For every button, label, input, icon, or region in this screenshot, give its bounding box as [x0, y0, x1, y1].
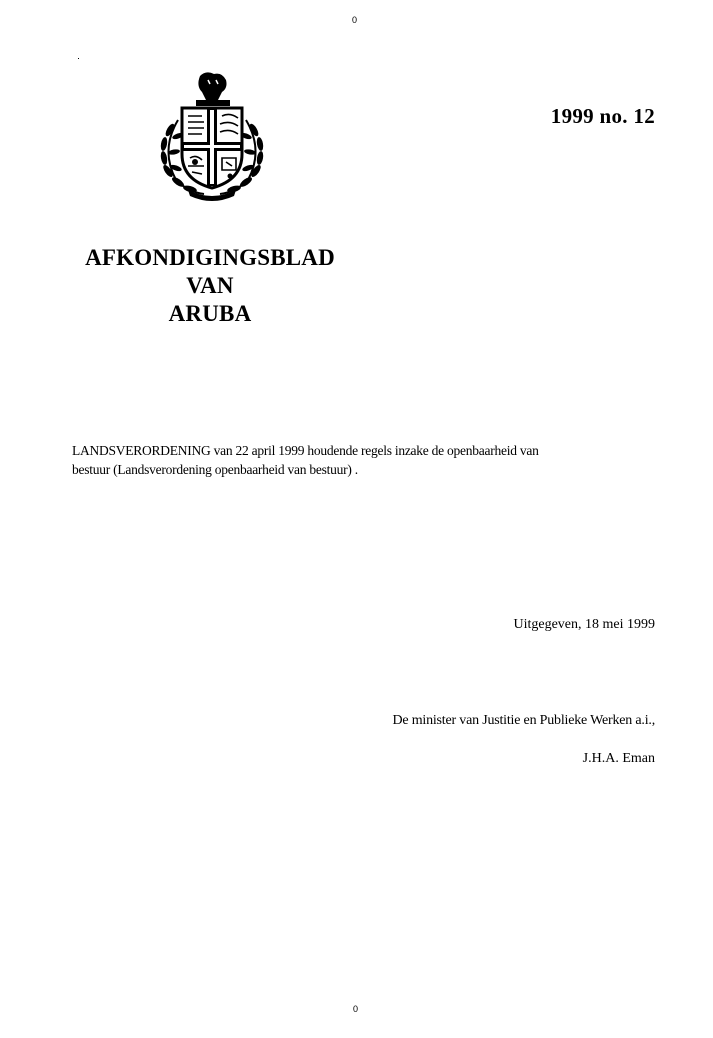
scan-speck — [78, 58, 79, 59]
masthead-line-1: AFKONDIGINGSBLAD — [85, 245, 335, 270]
masthead-line-3: ARUBA — [168, 301, 252, 326]
masthead-line-2: VAN — [186, 273, 234, 298]
ordinance-line-2: bestuur (Landsverordening openbaarheid van bestuur) . — [72, 462, 358, 477]
signatory-name: J.H.A. Eman — [582, 751, 655, 766]
page-marker-bottom: 0 — [353, 1004, 359, 1014]
masthead-title — [70, 244, 350, 328]
ordinance-line-1: LANDSVERORDENING van 22 april 1999 houdende regels inzake de openbaarheid van — [72, 443, 539, 458]
issue-date: Uitgegeven, 18 mei 1999 — [513, 617, 655, 632]
publication-number: 1999 no. 12 — [550, 104, 655, 128]
minister-title: De minister van Justitie en Publieke Werken a.i., — [392, 713, 655, 728]
coat-of-arms-icon — [148, 70, 276, 202]
ordinance-title — [72, 441, 662, 479]
page-marker-top: 0 — [352, 15, 358, 25]
